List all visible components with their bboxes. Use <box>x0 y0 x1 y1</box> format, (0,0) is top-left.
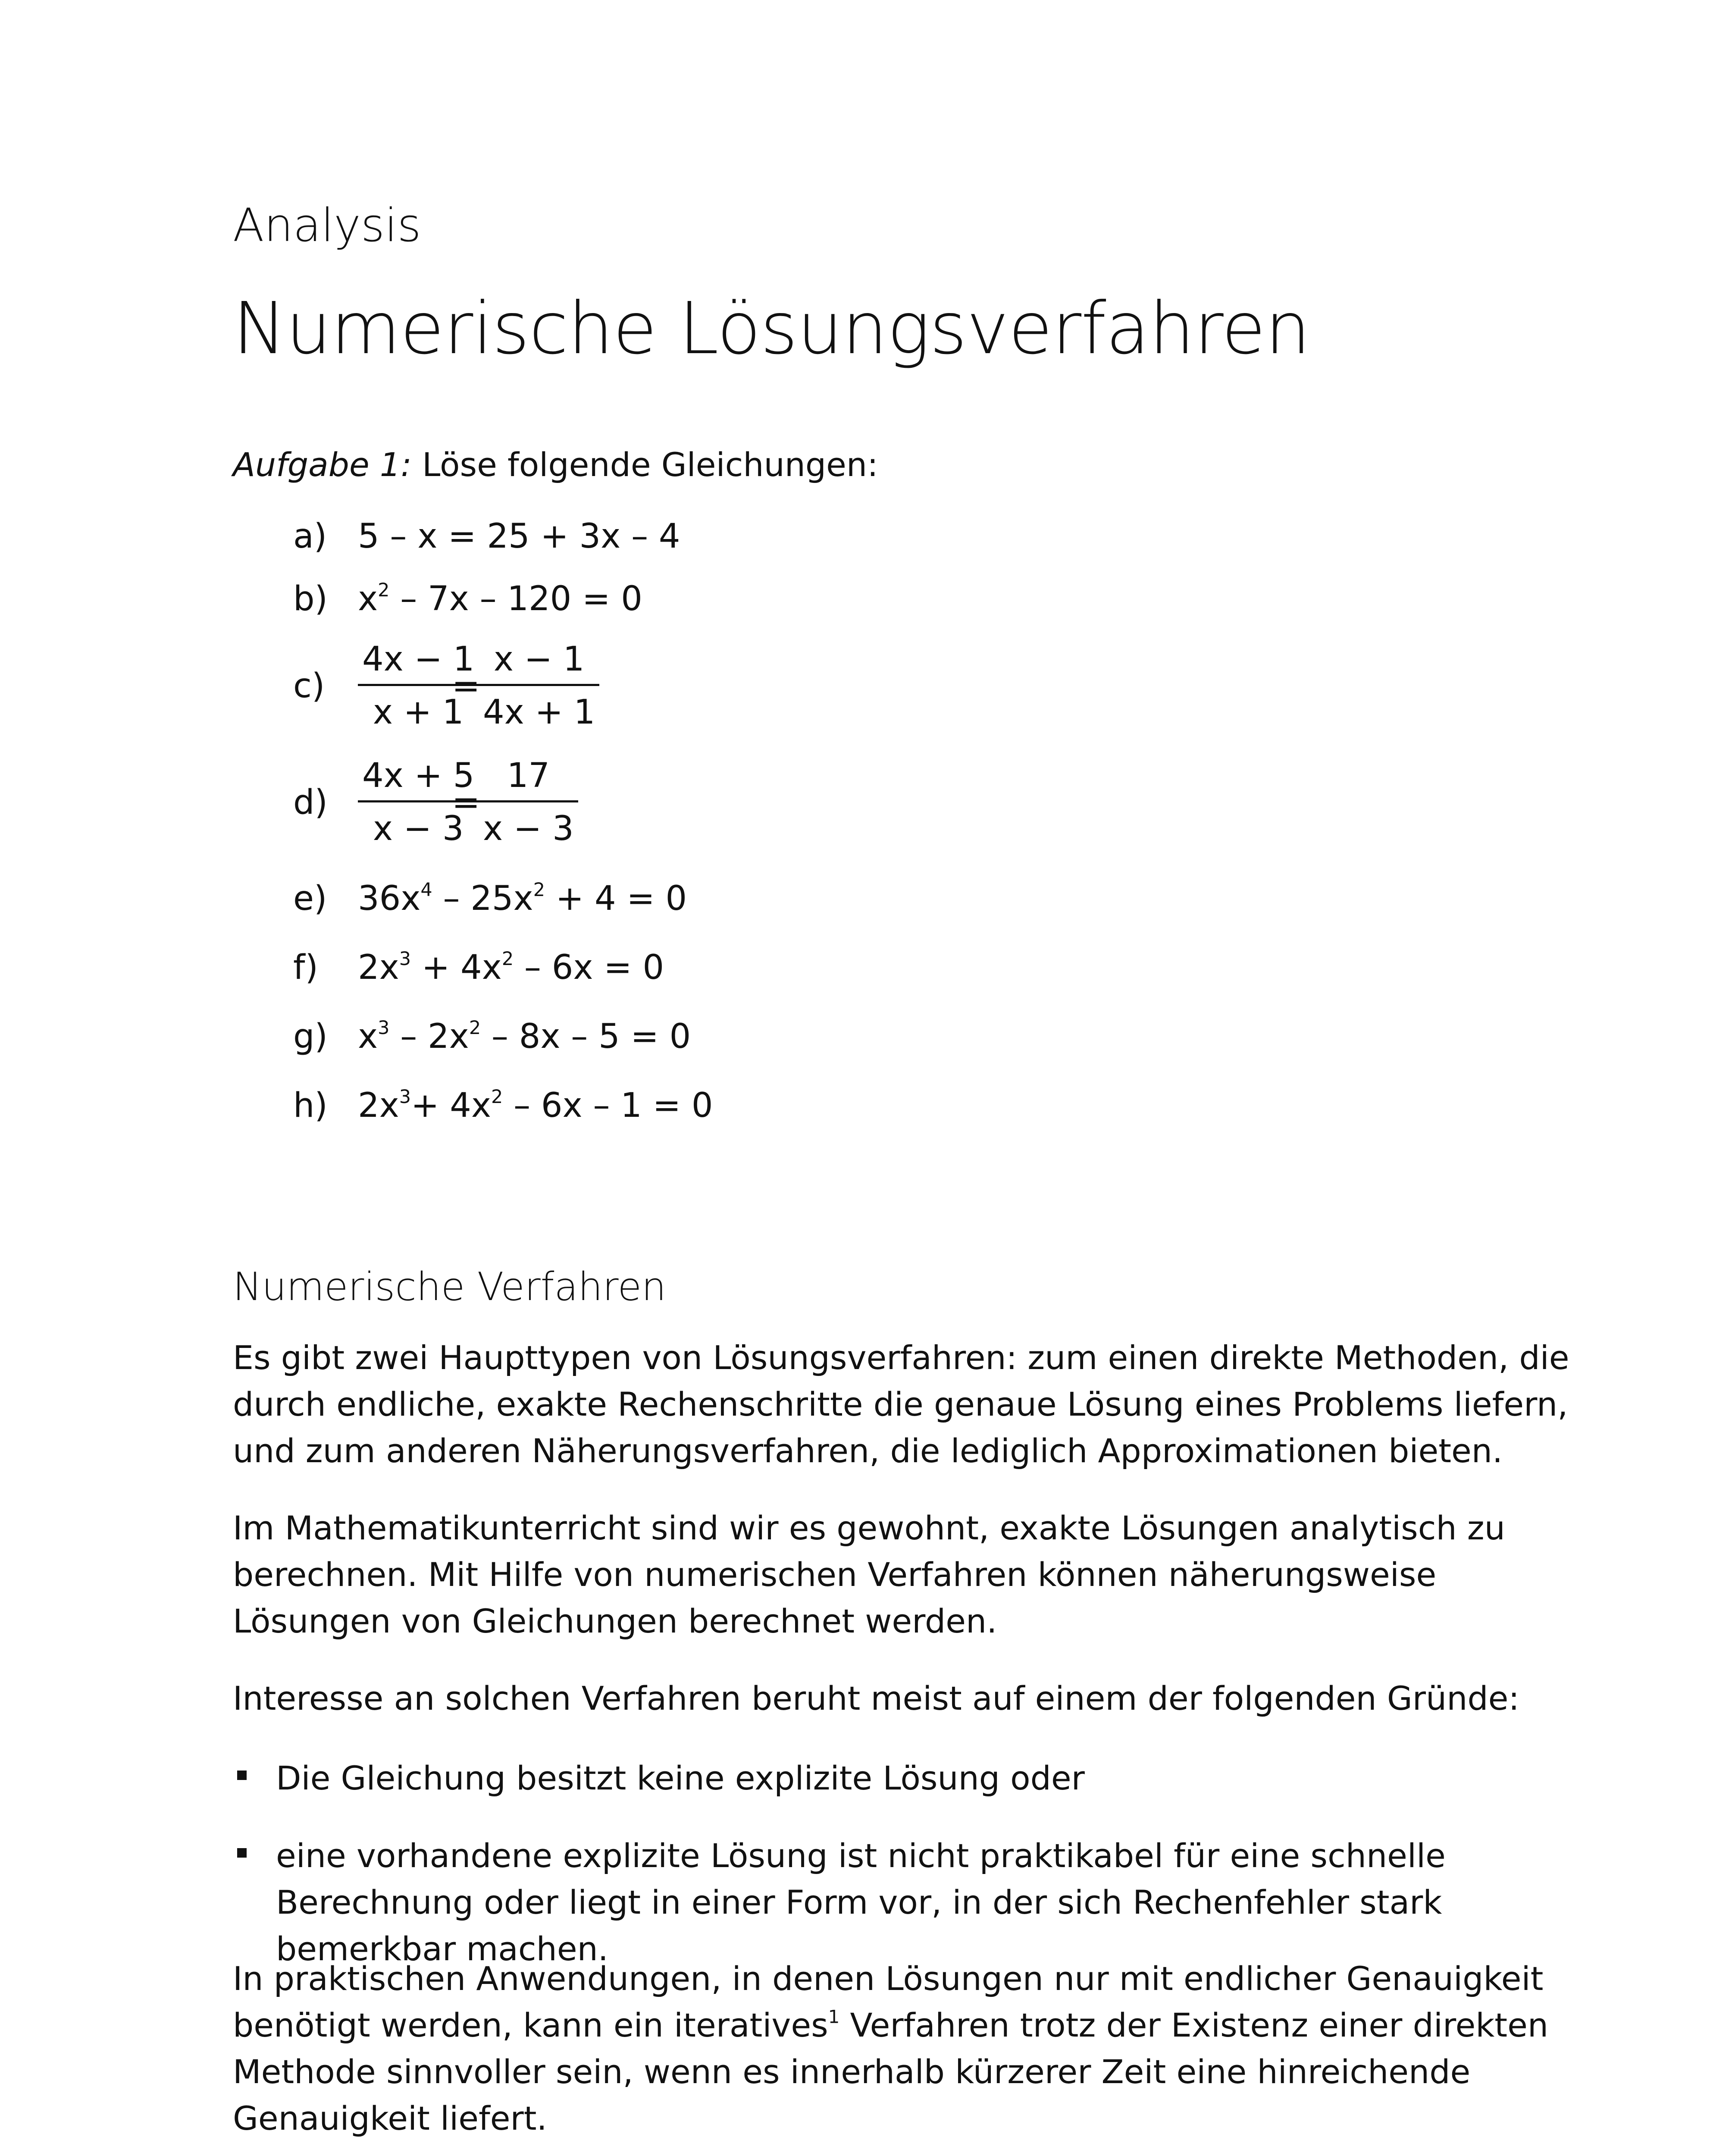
bullet-square-icon <box>237 1848 247 1858</box>
exponent: 2 <box>491 1086 503 1108</box>
fraction-right <box>479 756 578 848</box>
equation-term: – 25x <box>432 879 533 918</box>
section-heading: Numerische Verfahren <box>233 1264 667 1310</box>
exponent: 2 <box>501 948 514 970</box>
paragraph-3: Interesse an solchen Verfahren beruht meist auf einem der folgenden Gründe: <box>233 1679 1519 1717</box>
equation-d <box>293 756 638 858</box>
fraction-right <box>479 640 599 732</box>
numerator: 4x + 5 <box>362 756 475 795</box>
equation-term: 36x <box>358 879 421 918</box>
exponent: 2 <box>378 579 390 601</box>
equation-label: c) <box>293 667 325 705</box>
equals-sign: = <box>452 783 480 822</box>
denominator: 4x + 1 <box>479 684 599 729</box>
exponent: 3 <box>378 1017 390 1039</box>
bullet-text: Die Gleichung besitzt keine explizite Lösung oder <box>276 1759 1085 1797</box>
equation-label: b) <box>293 580 328 618</box>
equation-label: e) <box>293 879 327 918</box>
page-title: Numerische Lösungsverfahren <box>233 287 1310 370</box>
equals-sign: = <box>452 667 480 705</box>
paragraph-4-part-1: In praktischen Anwendungen, in denen Lösungen nur mit endlicher Genauigkeit benötigt werden, kann ein iteratives <box>233 1959 1544 2044</box>
equation-label: f) <box>293 948 318 987</box>
exponent: 3 <box>399 948 411 970</box>
equation-term: 2x <box>358 948 399 987</box>
equation-h <box>293 1086 713 1125</box>
equation-label: d) <box>293 783 328 822</box>
equation-term: – 8x – 5 = 0 <box>481 1017 691 1056</box>
equation-term: 2x <box>358 1086 399 1125</box>
equation-term: + 4x <box>411 948 502 987</box>
exponent: 3 <box>399 1086 411 1108</box>
equation-a <box>293 517 680 556</box>
paragraph-2: Im Mathematikunterricht sind wir es gewohnt, exakte Lösungen analytisch zu berechnen. Mit Hilfe von numerischen Verfahren können näherungsweise Lösungen von Gleichungen berechnet werden. <box>233 1509 1505 1640</box>
equation-f <box>293 948 664 987</box>
page-kicker: Analysis <box>233 199 421 252</box>
task-1-instruction: Löse folgende Gleichungen: <box>422 445 878 484</box>
equation-c <box>293 642 638 742</box>
equation-label: h) <box>293 1086 328 1125</box>
equation-term: – 6x = 0 <box>514 948 664 987</box>
equation-text: 5 – x = 25 + 3x – 4 <box>358 517 680 556</box>
exponent: 4 <box>420 879 432 901</box>
equation-e <box>293 879 687 918</box>
denominator: x − 3 <box>479 800 578 846</box>
footnote-reference[interactable]: 1 <box>828 2006 840 2028</box>
numerator: 4x − 1 <box>362 640 475 679</box>
equation-term: – 6x – 1 = 0 <box>503 1086 713 1125</box>
equation-label: g) <box>293 1017 328 1056</box>
equation-term: x <box>358 1017 378 1056</box>
bullet-item <box>233 1833 1587 1968</box>
equation-term: x <box>358 580 378 618</box>
equation-term: – 7x – 120 = 0 <box>389 580 642 618</box>
paragraph-4-part-2: Verfahren trotz der Existenz einer direkten Methode sinnvoller sein, wenn es innerhalb kürzerer Zeit eine hinreichende Genauigkeit liefert. <box>233 2006 1549 2137</box>
exponent: 2 <box>469 1017 481 1039</box>
task-1-label: Aufgabe 1: <box>233 445 412 484</box>
paragraph-1: Es gibt zwei Haupttypen von Lösungsverfahren: zum einen direkte Methoden, die durch endliche, exakte Rechenschritte die genaue Lösung eines Problems liefern, und zum anderen Näherungsverfahren, die lediglich Approximationen bieten. <box>233 1338 1569 1470</box>
equation-g <box>293 1017 691 1056</box>
equation-label: a) <box>293 517 327 556</box>
equation-b <box>293 579 642 618</box>
equation-term: – 2x <box>389 1017 469 1056</box>
denominator: x − 3 <box>358 800 479 846</box>
equation-term: + 4 = 0 <box>545 879 687 918</box>
paragraph-4 <box>233 1955 1578 2142</box>
denominator: x + 1 <box>358 684 479 729</box>
equation-term: + 4x <box>411 1086 492 1125</box>
exponent: 2 <box>533 879 545 901</box>
bullet-text: eine vorhandene explizite Lösung ist nicht praktikabel für eine schnelle Berechnung oder liegt in einer Form vor, in der sich Rechenfehler stark bemerkbar machen. <box>276 1836 1446 1968</box>
numerator: x − 1 <box>493 640 585 679</box>
bullet-item <box>233 1755 1587 1802</box>
task-1-intro <box>233 445 878 484</box>
bullet-square-icon <box>237 1771 247 1780</box>
numerator: 17 <box>507 756 550 795</box>
